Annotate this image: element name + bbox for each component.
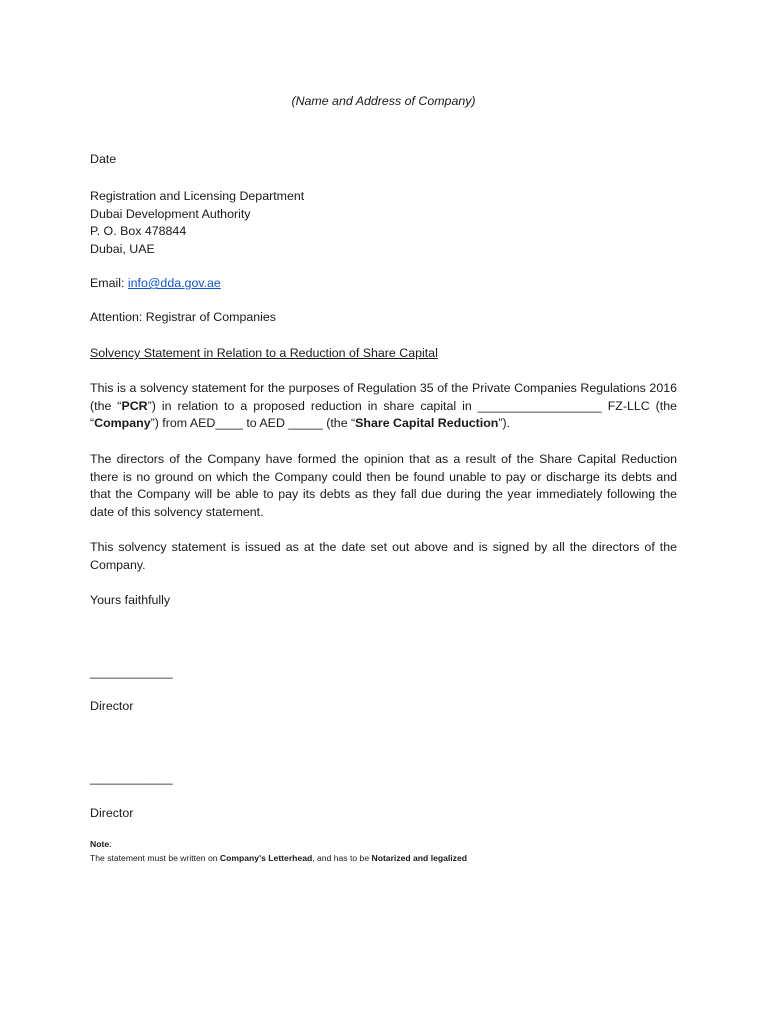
- subject-text: Solvency Statement in Relation to a Reduction of Share Capital: [90, 346, 438, 360]
- note-label-line: [90, 838, 677, 852]
- company-term: Company: [94, 416, 151, 430]
- closing-salutation: Yours faithfully: [90, 593, 171, 607]
- note-notarized: Notarized and legalized: [371, 853, 467, 863]
- note-label: Note: [90, 839, 110, 849]
- pcr-term: PCR: [121, 398, 148, 413]
- director-title-1: Director: [90, 699, 134, 713]
- email-link[interactable]: info@dda.gov.ae: [127, 276, 221, 290]
- para1-text-2: ”) in relation to a proposed reduction in share capital in __________________ FZ-LLC (the “: [90, 398, 678, 430]
- share-capital-reduction-term: Share Capital Reduction: [355, 416, 499, 430]
- addressee-block: [90, 188, 677, 258]
- addressee-department: Registration and Licensing Department: [90, 189, 305, 203]
- company-name-address-placeholder: (Name and Address of Company): [291, 94, 476, 108]
- email-label: Email:: [90, 276, 128, 290]
- note-letterhead: Company's Letterhead: [219, 853, 313, 863]
- date-label: Date: [90, 152, 117, 166]
- attention-line: Attention: Registrar of Companies: [90, 310, 276, 324]
- paragraph-opinion: The directors of the Company have formed the opinion that as a result of the Share Capital Reduction there is no ground on which the Company could then be found unable to pay or discharge its debts and that the Company will be able to pay its debts as they fall due during the year immediately following the date of this solvency statement.: [90, 452, 677, 519]
- note-text-2: , and has to be: [312, 853, 372, 863]
- note-colon: :: [109, 839, 112, 849]
- paragraph-purpose: [90, 380, 677, 433]
- director-title-2: Director: [90, 806, 134, 820]
- addressee-authority: Dubai Development Authority: [90, 206, 251, 221]
- para1-text-4: ”).: [498, 416, 511, 430]
- addressee-po-box: P. O. Box 478844: [90, 224, 187, 238]
- para1-text-1: This is a solvency statement for the purposes of Regulation 35 of the Private Companies Regulations 2016 (the “: [90, 381, 677, 413]
- signature-line-1: ____________: [90, 665, 173, 679]
- note-text-1: The statement must be written on: [90, 853, 220, 863]
- addressee-city: Dubai, UAE: [90, 241, 155, 256]
- para1-text-3: ”) from AED____ to AED _____ (the “: [150, 416, 356, 430]
- note-text: [90, 852, 677, 866]
- signature-line-2: ____________: [90, 771, 173, 785]
- email-line: [90, 275, 677, 293]
- paragraph-issuance: This solvency statement is issued as at the date set out above and is signed by all the directors of the Company.: [90, 540, 677, 572]
- subject-heading: [90, 345, 677, 363]
